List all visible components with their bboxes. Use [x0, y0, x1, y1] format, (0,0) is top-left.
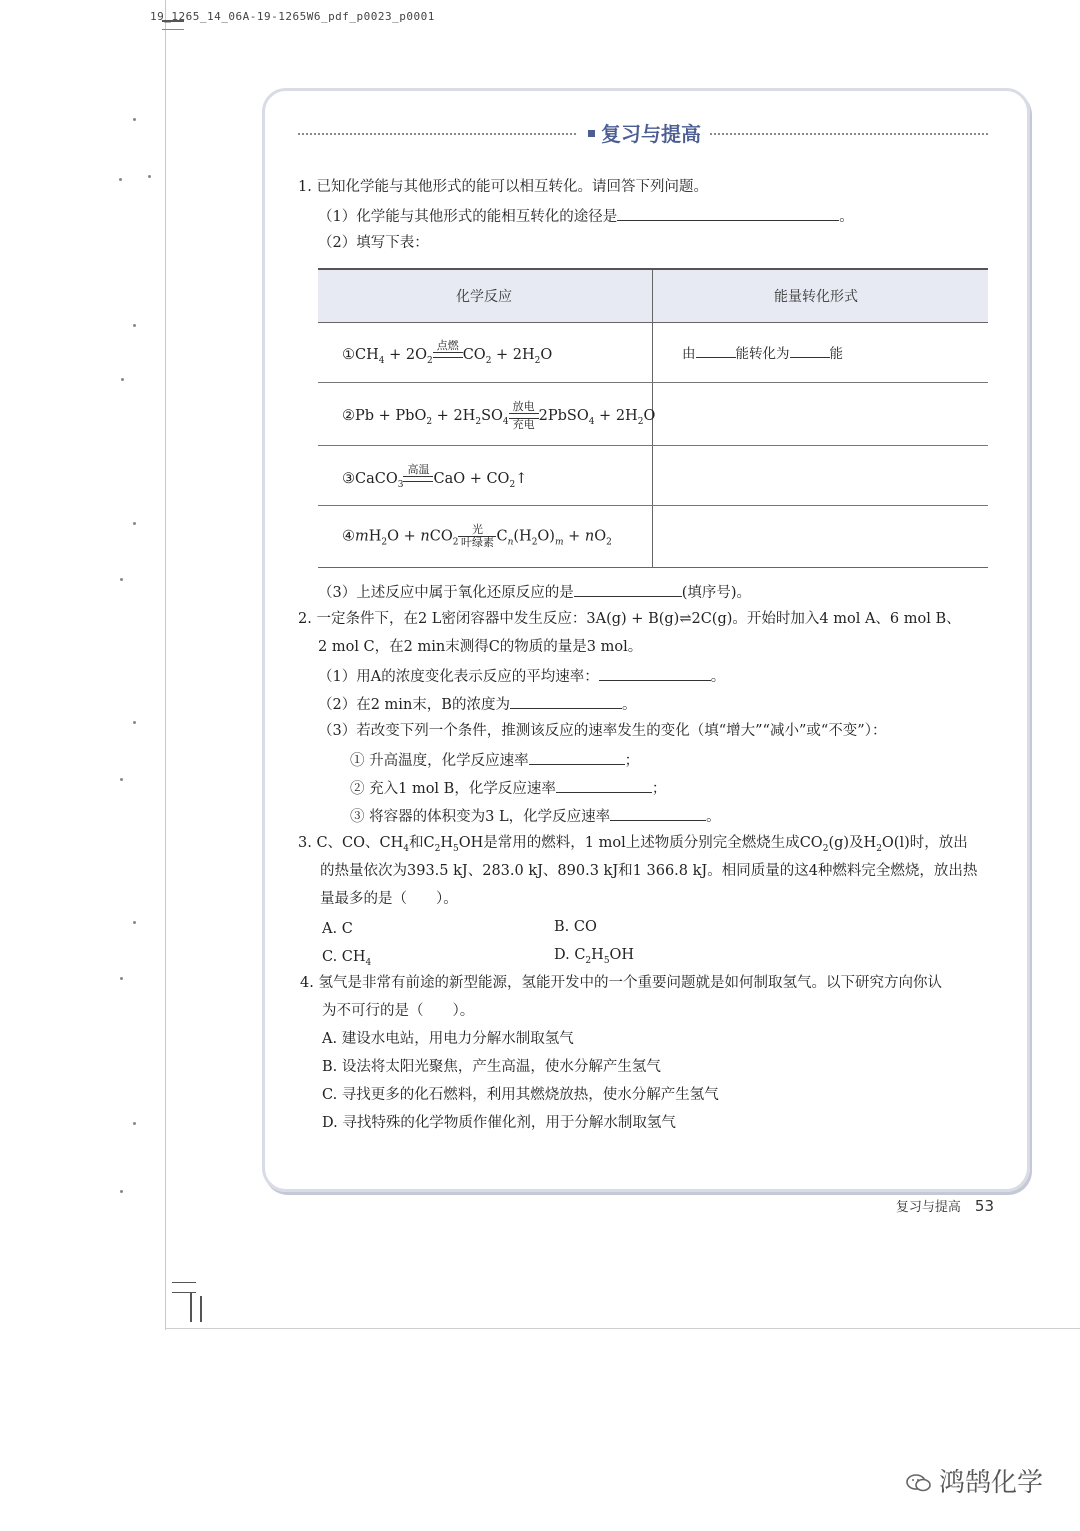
scan-dot	[120, 778, 123, 781]
answer-blank[interactable]	[529, 750, 625, 765]
condition-ignite: 点燃	[433, 340, 463, 370]
answer-blank[interactable]	[599, 666, 711, 681]
scan-dot	[133, 118, 136, 121]
energy-cell-1: 由 能转化为 能	[682, 342, 843, 362]
answer-blank[interactable]	[556, 778, 652, 793]
answer-blank[interactable]	[574, 582, 682, 597]
q4-stem-line2: 为不可行的是（ ）。	[322, 1003, 475, 1019]
q1-part3: （3）上述反应中属于氧化还原反应的是 (填序号)。	[318, 582, 751, 602]
table-header-energy: 能量转化形式	[774, 289, 858, 305]
reaction-4: $④mH_2O + nCO_2$ 光 叶绿素 $C_n(H_2O)_m + nO_2$	[342, 523, 612, 549]
watermark-text: 鸿鹄化学	[939, 1468, 1044, 1498]
page-number: 53	[974, 1197, 994, 1215]
watermark	[905, 1462, 1043, 1499]
q3-option-d[interactable]: D. $C_2H_5OH$	[554, 947, 635, 966]
scan-dot	[148, 175, 151, 178]
table-row-divider	[318, 505, 988, 506]
answer-blank[interactable]	[610, 806, 706, 821]
table-header	[318, 270, 988, 323]
answer-blank[interactable]	[617, 206, 839, 221]
answer-blank[interactable]	[510, 694, 622, 709]
answer-blank[interactable]	[696, 343, 736, 358]
q2-part1: （1）用A的浓度变化表示反应的平均速率： 。	[318, 666, 725, 686]
section-title: 复习与提高	[588, 118, 701, 147]
q2-part3: （3）若改变下列一个条件，推测该反应的速率发生的变化（填“增大”“减小”或“不变”）：	[318, 723, 887, 739]
section-title-row	[298, 118, 988, 148]
scan-dot	[119, 178, 122, 181]
q4-option-c[interactable]: C. 寻找更多的化石燃料，利用其燃烧放热，使水分解产生氢气	[322, 1087, 719, 1103]
scan-dot	[133, 324, 136, 327]
q4-option-a[interactable]: A. 建设水电站，用电力分解水制取氢气	[322, 1031, 574, 1047]
scan-dot	[120, 1190, 123, 1193]
scan-dot	[133, 1122, 136, 1125]
scan-dot	[133, 721, 136, 724]
title-divider-right	[710, 133, 988, 135]
reaction-1: $①CH_4 + 2O_2$ 点燃 $CO_2 + 2H_2O$	[342, 340, 552, 370]
q4-option-d[interactable]: D. 寻找特殊的化学物质作催化剂，用于分解水制取氢气	[322, 1115, 676, 1131]
condition-high-temp: 高温	[403, 464, 433, 494]
scan-dot	[121, 378, 124, 381]
answer-blank[interactable]	[790, 343, 830, 358]
condition-discharge-charge: 放电 充电	[509, 401, 539, 431]
q1-part1: （1）化学能与其他形式的能相互转化的途径是 。	[318, 206, 854, 226]
q4-stem-line1: 4. 氢气是非常有前途的新型能源，氢能开发中的一个重要问题就是如何制取氢气。以下研究方向你认	[300, 975, 942, 991]
q3-stem-line1: 3. C、CO、$CH_4$和$C_2H_5OH$是常用的燃料，1 mol上述物质分别完全燃烧生成$CO_2(g)$及$H_2O(l)$时，放出	[298, 835, 968, 854]
scan-dot	[133, 921, 136, 924]
table-header-reaction: 化学反应	[456, 289, 512, 305]
q3-option-c[interactable]: C. $CH_4$	[322, 949, 372, 968]
q2-stem-line1: 2. 一定条件下，在2 L密闭容器中发生反应：3A(g) + B(g)⇌2C(g)。开始时加入4 mol A、6 mol B、	[298, 611, 961, 627]
wechat-icon	[905, 1472, 933, 1494]
page-footer	[896, 1196, 994, 1215]
table-row-divider	[318, 445, 988, 446]
q4-option-b[interactable]: B. 设法将太阳光聚焦，产生高温，使水分解产生氢气	[322, 1059, 661, 1075]
q3-stem-line3: 量最多的是（ ）。	[320, 891, 458, 907]
reaction-table	[318, 268, 988, 568]
q3-option-b[interactable]: B. CO	[554, 919, 597, 935]
q1-part2: （2）填写下表：	[318, 235, 429, 251]
scan-dot	[120, 977, 123, 980]
condition-light-chlorophyll: 光 叶绿素	[458, 524, 496, 549]
scan-edge	[165, 0, 166, 1330]
q2-stem-line2: 2 mol C，在2 min末测得C的物质的量是3 mol。	[318, 639, 643, 655]
q2-sub3: ③ 将容器的体积变为3 L，化学反应速率 。	[350, 806, 721, 826]
footer-section-label: 复习与提高	[895, 1200, 961, 1215]
q2-sub2: ② 充入1 mol B，化学反应速率 ；	[350, 778, 666, 798]
reaction-3: ③CaCO$_3$ 高温 CaO + $CO_2↑$	[342, 464, 527, 494]
q2-part2: （2）在2 min末，B的浓度为 。	[318, 694, 636, 714]
reaction-2: ②Pb + $PbO_2 + 2H_2SO_4$ 放电 充电 2PbSO$_4$ + $2H_2O$	[342, 400, 656, 431]
square-bullet-icon	[588, 130, 595, 137]
crop-mark-bottom	[172, 1282, 202, 1322]
scan-header-code: 19_1265_14_06A-19-1265W6_pdf_p0023_p0001	[150, 10, 435, 23]
table-row-divider	[318, 382, 988, 383]
scan-dot	[120, 578, 123, 581]
title-divider-left	[298, 133, 576, 135]
scan-bottom-edge	[165, 1328, 1080, 1329]
q3-option-a[interactable]: A. C	[322, 921, 353, 937]
q2-sub1: ① 升高温度，化学反应速率 ；	[350, 750, 639, 770]
q1-stem: 1. 已知化学能与其他形式的能可以相互转化。请回答下列问题。	[298, 179, 708, 195]
scan-dot	[133, 522, 136, 525]
q3-stem-line2: 的热量依次为393.5 kJ、283.0 kJ、890.3 kJ和1 366.8 kJ。相同质量的这4种燃料完全燃烧，放出热	[320, 863, 978, 879]
crop-mark	[162, 29, 184, 30]
